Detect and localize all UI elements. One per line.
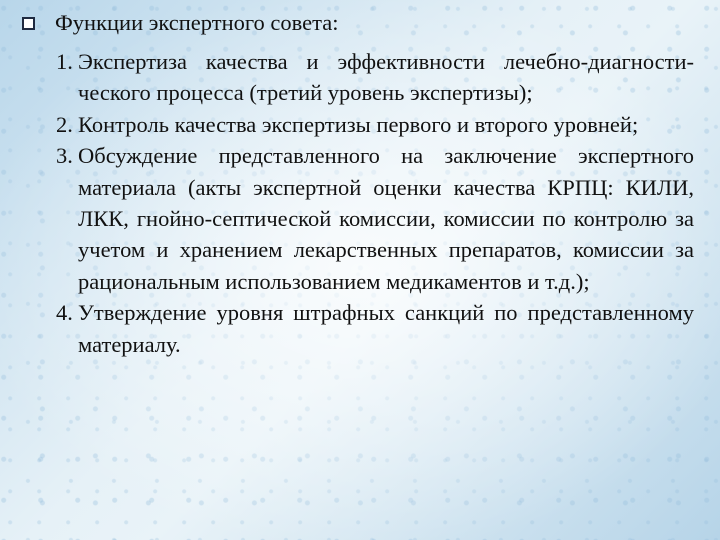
list-item [56, 46, 694, 109]
heading-text: Функции экспертного совета: [55, 10, 339, 35]
list-item-number: 2. [56, 111, 73, 137]
slide-heading [22, 8, 338, 38]
list-item [56, 297, 694, 360]
list-item-text: Утверждение уровня штрафных санкций по представленному материалу. [78, 300, 694, 357]
checkbox-bullet-icon [22, 17, 35, 30]
list-item-number: 4. [56, 300, 73, 326]
list-item-text: Контроль качества экспертизы первого и второго уровней; [78, 111, 639, 137]
list-item-text: Экспертиза качества и эффективности лечебно-диагности-ческого процесса (третий уровень экспертизы); [78, 49, 694, 106]
list-item [56, 140, 694, 297]
list-item-text: Обсуждение представленного на заключение экспертного материала (акты экспертной оценки качества КРПЦ: КИЛИ, ЛКК, гнойно-септической комиссии, комиссии по контролю за учетом и хранением лекарственных препаратов, комиссии за рациональным использованием медикаментов и т.д.); [78, 143, 694, 294]
list-item [56, 109, 694, 140]
list-item-number: 1. [56, 49, 73, 74]
functions-list [56, 46, 694, 360]
list-item-number: 3. [56, 143, 73, 169]
